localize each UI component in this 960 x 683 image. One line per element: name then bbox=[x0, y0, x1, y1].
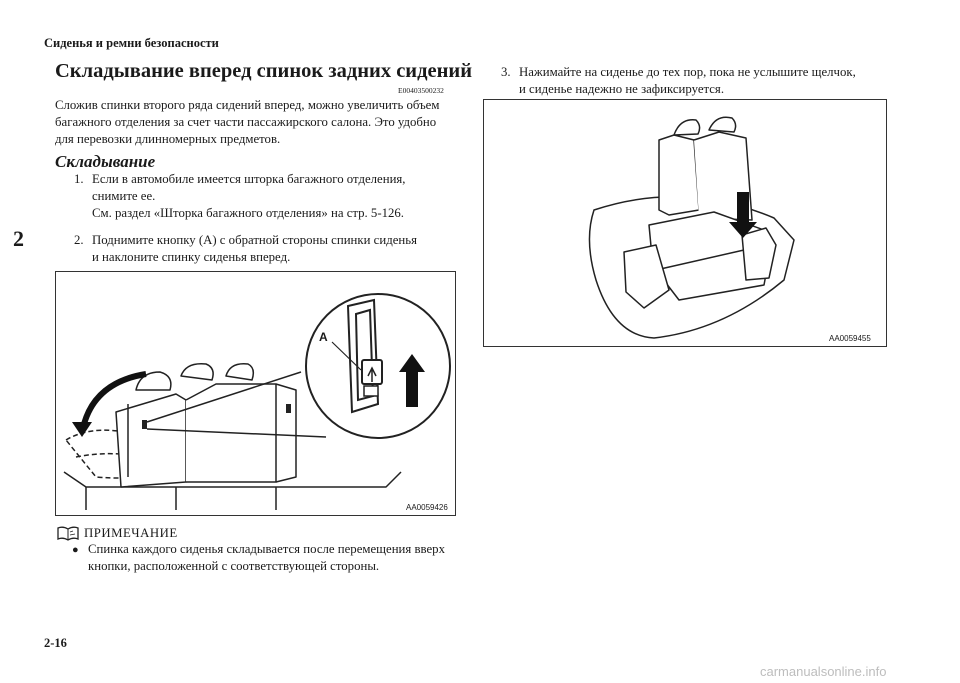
step-line: Поднимите кнопку (A) с обратной стороны спинки сиденья bbox=[92, 233, 417, 247]
step-line: и сиденье надежно не зафиксируется. bbox=[519, 82, 725, 96]
page-title: Складывание вперед спинок задних сидений bbox=[55, 60, 473, 82]
step-2 bbox=[74, 232, 494, 268]
figure-seatback-release bbox=[55, 271, 456, 516]
step-text bbox=[519, 64, 909, 98]
step-number: 1. bbox=[74, 172, 84, 186]
subheading: Складывание bbox=[55, 152, 156, 171]
button-mark bbox=[142, 420, 147, 429]
section-code: E00403500232 bbox=[398, 86, 444, 95]
step-line: и наклоните спинку сиденья вперед. bbox=[92, 250, 291, 264]
step-line: Нажимайте на сиденье до тех пор, пока не услышите щелчок, bbox=[519, 65, 856, 79]
callout-label: A bbox=[319, 330, 328, 344]
note-bullet: ● bbox=[72, 544, 79, 556]
step-3 bbox=[501, 64, 921, 100]
chapter-tab: 2 bbox=[13, 226, 24, 251]
step-1 bbox=[74, 171, 494, 223]
step-line: Если в автомобиле имеется шторка багажного отделения, bbox=[92, 172, 406, 186]
step-number: 2. bbox=[74, 233, 84, 247]
note-heading: ПРИМЕЧАНИЕ bbox=[84, 526, 178, 540]
section-header: Сиденья и ремни безопасности bbox=[44, 36, 219, 50]
note-book-icon bbox=[56, 525, 80, 541]
intro-paragraph: Сложив спинки второго ряда сидений вперед, можно увеличить объем багажного отделения за счет части пассажирского салона. Это удобно для перевозки длинномерных предметов. bbox=[55, 98, 440, 146]
figure-code: AA0059455 bbox=[829, 334, 871, 343]
step-line: См. раздел «Шторка багажного отделения» на стр. 5-126. bbox=[92, 206, 404, 220]
seat-press-illustration bbox=[484, 100, 886, 346]
step-text bbox=[92, 232, 482, 266]
step-number: 3. bbox=[501, 65, 511, 79]
note-text: Спинка каждого сиденья складывается после перемещения вверх кнопки, расположенной с соответствующей стороны. bbox=[88, 542, 445, 573]
step-text bbox=[92, 171, 482, 222]
seatback-illustration bbox=[56, 272, 455, 515]
page-number: 2-16 bbox=[44, 636, 67, 650]
figure-code: AA0059426 bbox=[406, 503, 448, 512]
button-mark bbox=[286, 404, 291, 413]
figure-press-seat bbox=[483, 99, 887, 347]
watermark[interactable]: carmanualsonline.info bbox=[760, 664, 887, 679]
step-line: снимите ее. bbox=[92, 189, 156, 203]
